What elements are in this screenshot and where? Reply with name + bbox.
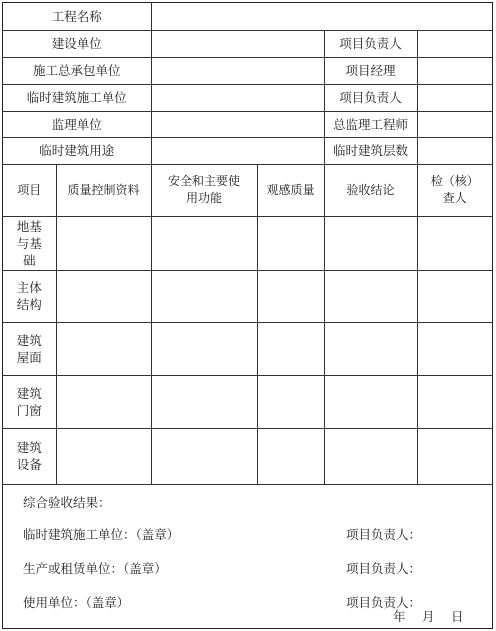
- item-label-roof: [3, 322, 56, 375]
- item-row-structure: [3, 270, 492, 322]
- value-temp-builder-manager[interactable]: [417, 84, 492, 111]
- info-row-temp-builder: [3, 84, 492, 111]
- cell-foundation-appearance[interactable]: [257, 216, 324, 270]
- item-label-foundation: [3, 216, 56, 270]
- value-temp-usage[interactable]: [151, 137, 324, 164]
- cell-structure-inspector[interactable]: [417, 270, 492, 322]
- cell-foundation-conclusion[interactable]: [324, 216, 417, 270]
- col-header-appearance: 观感质量: [257, 164, 324, 216]
- producer-seal-label: 生产或租赁单位：（盖章）: [23, 561, 167, 576]
- col-header-quality-docs: 质量控制资料: [56, 164, 151, 216]
- label-temp-floors: 临时建筑层数: [324, 137, 417, 164]
- user-seal-label: 使用单位：（盖章）: [23, 595, 130, 610]
- cell-windows-conclusion[interactable]: [324, 375, 417, 428]
- form-table: [3, 3, 492, 485]
- cell-equipment-appearance[interactable]: [257, 428, 324, 484]
- cell-foundation-inspector[interactable]: [417, 216, 492, 270]
- cell-equipment-conclusion[interactable]: [324, 428, 417, 484]
- cell-foundation-quality[interactable]: [56, 216, 151, 270]
- col-header-conclusion: 验收结论: [324, 164, 417, 216]
- item-label-structure-text: 主体结构: [16, 280, 42, 312]
- producer-manager-label: 项目负责人：: [346, 561, 422, 576]
- info-row-owner: [3, 30, 492, 57]
- value-general-contractor[interactable]: [151, 57, 324, 84]
- cell-windows-safety[interactable]: [151, 375, 257, 428]
- label-project-manager: 项目经理: [324, 57, 417, 84]
- builder-seal-label: 临时建筑施工单位：（盖章）: [23, 527, 180, 542]
- col-header-inspector-text: 检（核）查人: [430, 174, 479, 205]
- label-supervision-unit: 监理单位: [3, 111, 151, 137]
- item-row-equipment: [3, 428, 492, 484]
- cell-roof-quality[interactable]: [56, 322, 151, 375]
- cell-roof-conclusion[interactable]: [324, 322, 417, 375]
- info-row-general-contractor: [3, 57, 492, 84]
- value-owner-unit[interactable]: [151, 30, 324, 57]
- cell-equipment-quality[interactable]: [56, 428, 151, 484]
- label-general-contractor: 施工总承包单位: [3, 57, 151, 84]
- item-row-windows: [3, 375, 492, 428]
- info-row-usage: [3, 137, 492, 164]
- item-label-roof-text: 建筑屋面: [16, 332, 42, 365]
- value-project-manager[interactable]: [417, 57, 492, 84]
- cell-equipment-inspector[interactable]: [417, 428, 492, 484]
- label-project-name: 工程名称: [3, 3, 151, 30]
- item-label-foundation-text: 地基与基础: [16, 218, 42, 268]
- cell-structure-quality[interactable]: [56, 270, 151, 322]
- label-temp-builder: 临时建筑施工单位: [3, 84, 151, 111]
- label-temp-usage: 临时建筑用途: [3, 137, 151, 164]
- cell-structure-appearance[interactable]: [257, 270, 324, 322]
- item-row-roof: [3, 322, 492, 375]
- col-header-item: 项目: [3, 164, 56, 216]
- col-header-inspector: [417, 164, 492, 216]
- cell-structure-safety[interactable]: [151, 270, 257, 322]
- item-label-equipment-text: 建筑设备: [16, 440, 42, 472]
- value-supervision-unit[interactable]: [151, 111, 324, 137]
- item-label-windows-text: 建筑门窗: [16, 385, 42, 418]
- builder-manager-label: 项目负责人：: [346, 527, 422, 542]
- acceptance-result-section: [3, 490, 492, 628]
- cell-roof-safety[interactable]: [151, 322, 257, 375]
- value-project-name[interactable]: [151, 3, 492, 30]
- value-owner-manager[interactable]: [417, 30, 492, 57]
- item-label-equipment: [3, 428, 56, 484]
- cell-roof-appearance[interactable]: [257, 322, 324, 375]
- cell-roof-inspector[interactable]: [417, 322, 492, 375]
- value-temp-floors[interactable]: [417, 137, 492, 164]
- cell-windows-quality[interactable]: [56, 375, 151, 428]
- label-owner-unit: 建设单位: [3, 30, 151, 57]
- cell-windows-inspector[interactable]: [417, 375, 492, 428]
- col-header-safety-function: [151, 164, 257, 216]
- cell-foundation-safety[interactable]: [151, 216, 257, 270]
- acceptance-form: [2, 2, 493, 629]
- result-label: 综合验收结果：: [23, 495, 111, 510]
- col-header-safety-function-text: 安全和主要使用功能: [168, 174, 241, 205]
- column-header-row: [3, 164, 492, 216]
- cell-structure-conclusion[interactable]: [324, 270, 417, 322]
- cell-windows-appearance[interactable]: [257, 375, 324, 428]
- label-owner-manager: 项目负责人: [324, 30, 417, 57]
- info-row-project-name: [3, 3, 492, 30]
- info-row-supervisor: [3, 111, 492, 137]
- item-row-foundation: [3, 216, 492, 270]
- value-temp-builder[interactable]: [151, 84, 324, 111]
- value-chief-supervisor[interactable]: [417, 111, 492, 137]
- cell-equipment-safety[interactable]: [151, 428, 257, 484]
- label-chief-supervisor: 总监理工程师: [324, 111, 417, 137]
- item-label-windows: [3, 375, 56, 428]
- label-temp-builder-manager: 项目负责人: [324, 84, 417, 111]
- user-manager-label: 项目负责人：: [346, 595, 422, 610]
- item-label-structure: [3, 270, 56, 322]
- date-label: 年 月 日: [393, 609, 466, 624]
